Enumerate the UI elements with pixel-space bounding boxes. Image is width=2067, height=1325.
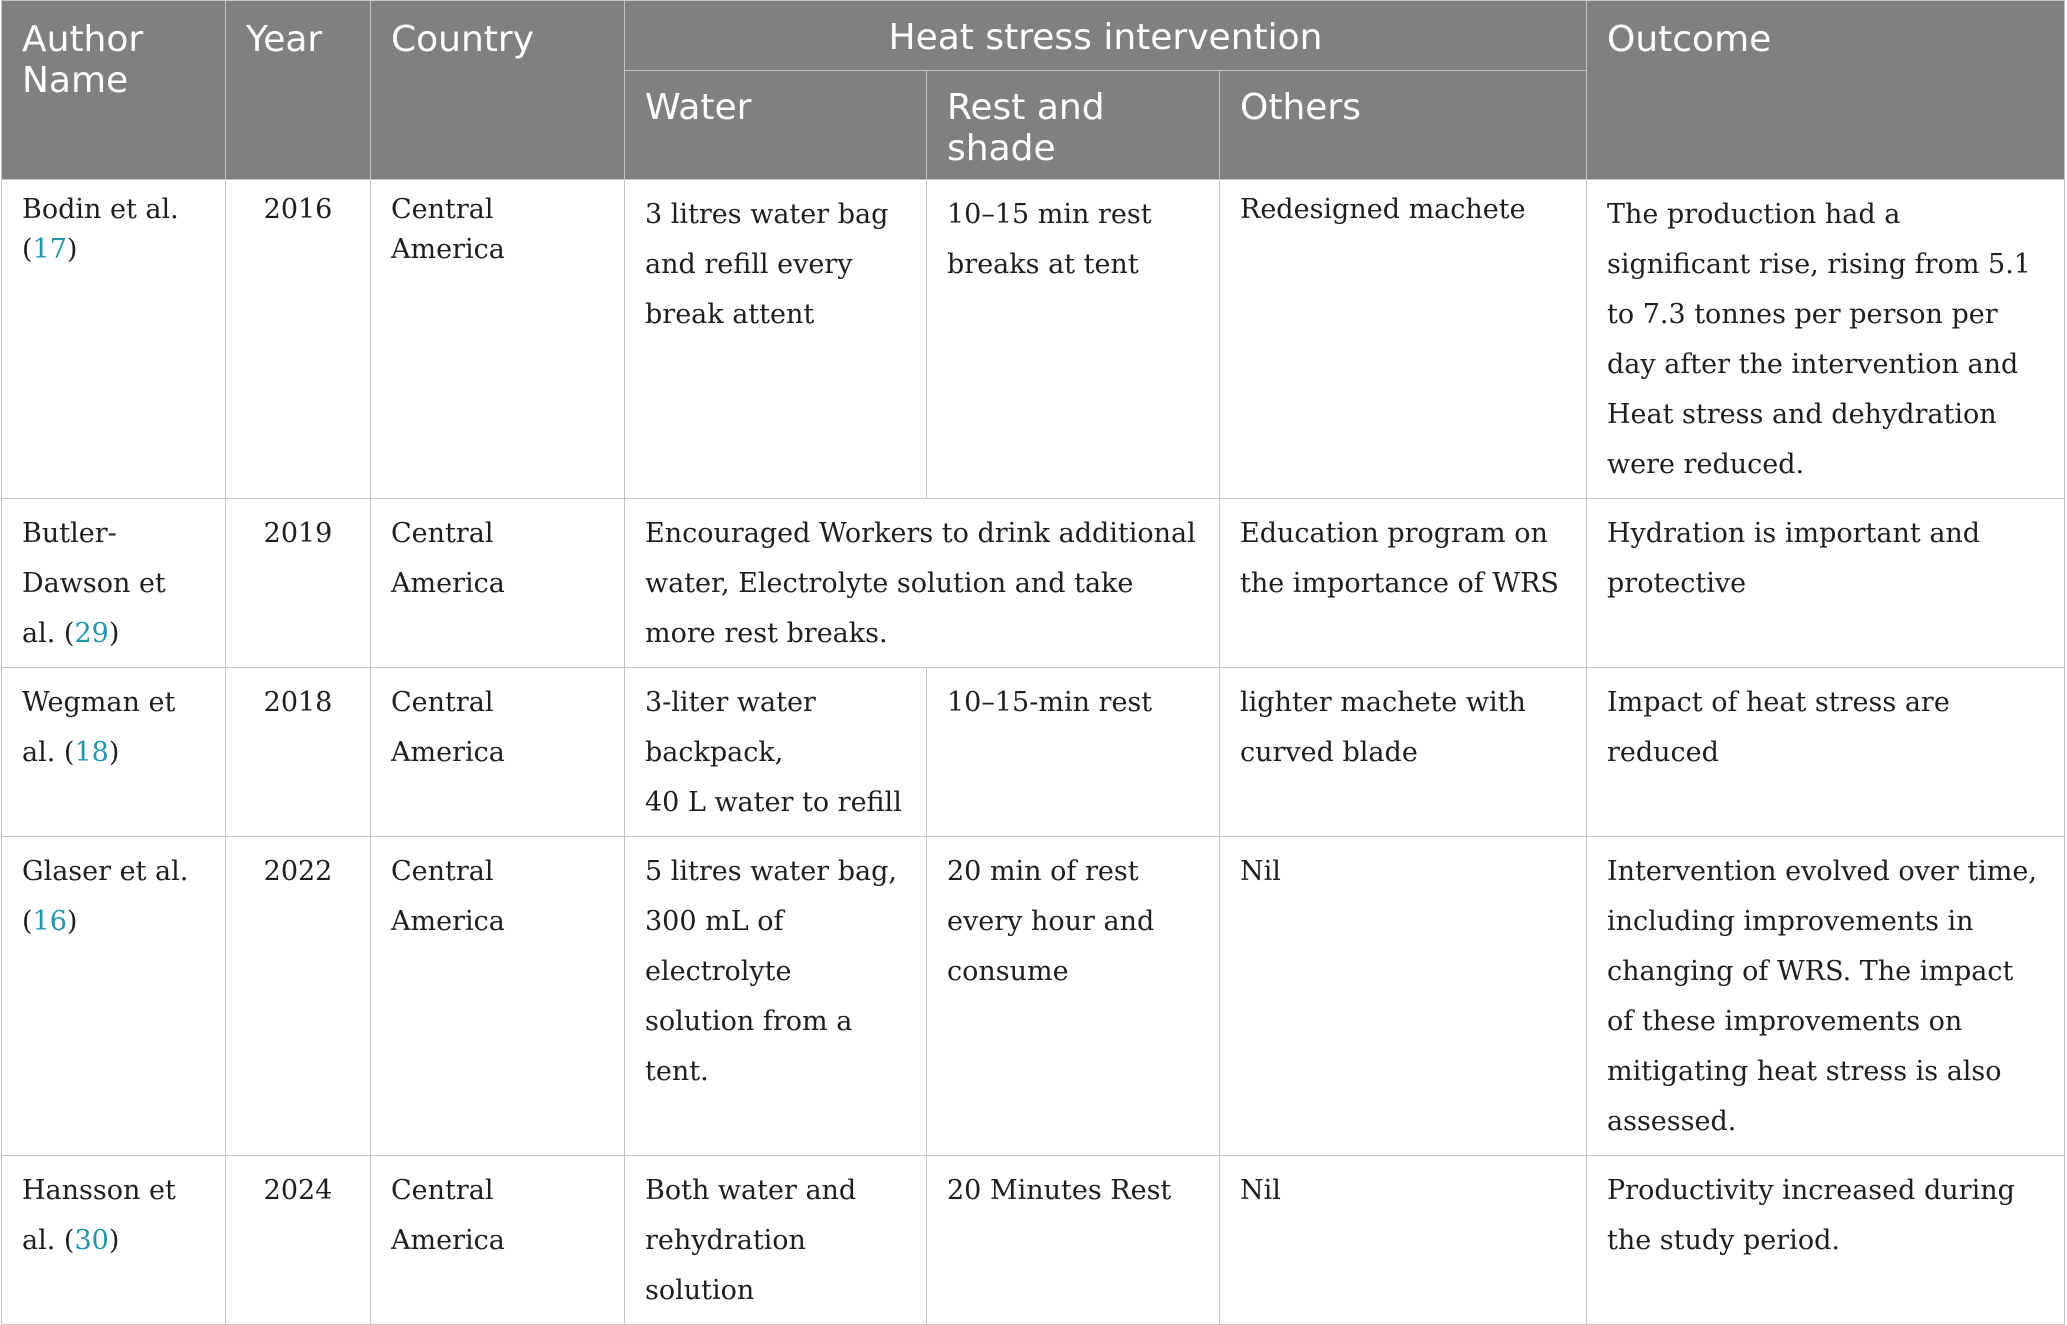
rest-cell: 20 Minutes Rest — [927, 1156, 1220, 1325]
others-cell: Redesigned machete — [1220, 180, 1587, 499]
author-name: Glaser et al. — [22, 856, 189, 887]
author-name: Bodin et al. — [22, 194, 179, 225]
rest-cell: 20 min of rest every hour and consume — [927, 837, 1220, 1156]
header-others: Others — [1220, 71, 1587, 180]
rest-cell: 10–15-min rest — [927, 668, 1220, 837]
water-line: 5 litres water bag, — [645, 856, 897, 887]
author-name: Hansson et al. — [22, 1175, 176, 1256]
outcome-cell: Impact of heat stress are reduced — [1587, 668, 2065, 837]
table-row — [2, 668, 2065, 837]
table-row — [2, 1156, 2065, 1325]
country-cell: Central America — [371, 499, 625, 668]
year-cell: 2019 — [226, 499, 371, 668]
year-cell: 2022 — [226, 837, 371, 1156]
water-cell: 3 litres water bag and refill every break attent — [625, 180, 927, 499]
reference-link[interactable]: 16 — [32, 906, 67, 937]
author-cell: Glaser et al. (16) — [2, 837, 226, 1156]
outcome-cell: The production had a significant rise, rising from 5.1 to 7.3 tonnes per person per day after the intervention and Heat stress and dehydration were reduced. — [1587, 180, 2065, 499]
reference-link[interactable]: 17 — [32, 234, 67, 265]
table-row — [2, 499, 2065, 668]
author-cell: Wegman et al. (18) — [2, 668, 226, 837]
reference-link[interactable]: 30 — [74, 1225, 109, 1256]
reference-link[interactable]: 29 — [74, 618, 109, 649]
water-rest-cell: Encouraged Workers to drink additional water, Electrolyte solution and take more rest breaks. — [625, 499, 1220, 668]
author-name: Butler-Dawson et al. — [22, 518, 166, 649]
outcome-cell: Intervention evolved over time, including improvements in changing of WRS. The impact of these improvements on mitigating heat stress is also assessed. — [1587, 837, 2065, 1156]
author-cell: Hansson et al. (30) — [2, 1156, 226, 1325]
author-cell: Bodin et al.(17) — [2, 180, 226, 499]
header-author-name: Author Name — [2, 1, 226, 180]
water-cell — [625, 668, 927, 837]
table-row — [2, 180, 2065, 499]
header-outcome: Outcome — [1587, 1, 2065, 180]
water-line: 300 mL of electrolyte solution from a tent. — [645, 906, 853, 1087]
others-cell: Nil — [1220, 1156, 1587, 1325]
header-heat-stress-intervention: Heat stress intervention — [625, 1, 1587, 71]
studies-table — [1, 0, 2065, 1325]
others-cell: Nil — [1220, 837, 1587, 1156]
outcome-cell: Hydration is important and protective — [1587, 499, 2065, 668]
country-cell: Central America — [371, 180, 625, 499]
author-cell: Butler-Dawson et al. (29) — [2, 499, 226, 668]
others-cell: Education program on the importance of WRS — [1220, 499, 1587, 668]
reference-link[interactable]: 18 — [74, 737, 109, 768]
year-cell: 2024 — [226, 1156, 371, 1325]
country-cell: Central America — [371, 837, 625, 1156]
country-cell: Central America — [371, 668, 625, 837]
year-cell: 2016 — [226, 180, 371, 499]
water-line: 3-liter water backpack, — [645, 687, 816, 768]
others-cell: lighter machete with curved blade — [1220, 668, 1587, 837]
water-line: 40 L water to refill — [645, 787, 902, 818]
header-water: Water — [625, 71, 927, 180]
rest-cell: 10–15 min rest breaks at tent — [927, 180, 1220, 499]
country-cell: Central America — [371, 1156, 625, 1325]
header-year: Year — [226, 1, 371, 180]
header-country: Country — [371, 1, 625, 180]
water-cell: Both water and rehydration solution — [625, 1156, 927, 1325]
outcome-cell: Productivity increased during the study period. — [1587, 1156, 2065, 1325]
header-rest-and-shade: Rest and shade — [927, 71, 1220, 180]
year-cell: 2018 — [226, 668, 371, 837]
author-name: Wegman et al. — [22, 687, 176, 768]
